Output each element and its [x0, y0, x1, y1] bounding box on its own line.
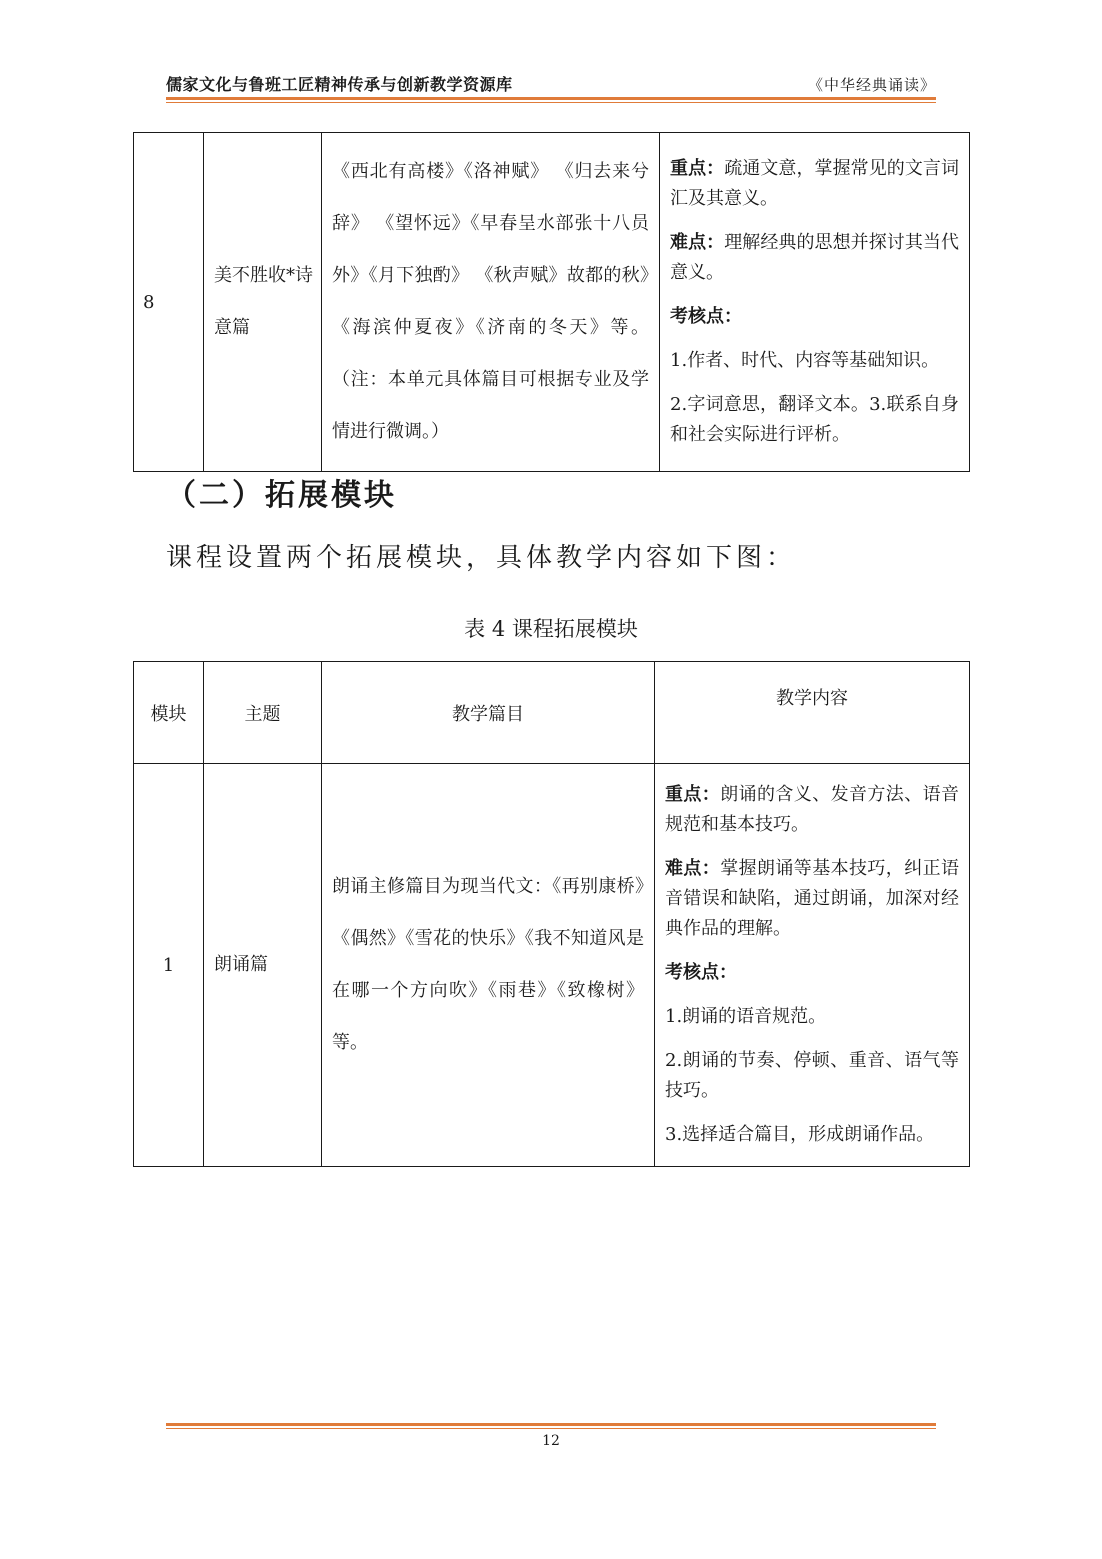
- assessment-label: 考核点：: [670, 306, 742, 327]
- assessment-item: 1.作者、时代、内容等基础知识。: [670, 350, 940, 371]
- module-number: 8: [134, 133, 204, 472]
- difficulty-point: [670, 228, 959, 288]
- header-title: 儒家文化与鲁班工匠精神传承与创新教学资源库: [166, 75, 513, 94]
- module-content: [660, 133, 970, 472]
- header-course-name: 《中华经典诵读》: [807, 76, 936, 94]
- module-content: [655, 764, 970, 1167]
- table-row: [134, 133, 970, 472]
- column-header: 主题: [204, 662, 322, 764]
- difficulty-text: 理解经典的思想并探讨其当代意义。: [670, 232, 960, 283]
- page-number: 12: [542, 1433, 560, 1449]
- table-row: [134, 764, 970, 1167]
- difficulty-point: [665, 854, 959, 944]
- table-header-row: [134, 662, 970, 764]
- assessment-item: 2.字词意思，翻译文本。3.联系自身和社会实际进行评析。: [670, 394, 959, 445]
- key-point: [665, 780, 959, 840]
- module-theme: 朗诵篇: [204, 764, 322, 1167]
- continued-module-table: [133, 132, 970, 472]
- assessment-item: 2.朗诵的节奏、停顿、重音、语气等技巧。: [665, 1050, 959, 1101]
- assessment-item: 1.朗诵的语音规范。: [665, 1006, 827, 1027]
- key-point-label: 重点：: [665, 784, 721, 805]
- key-point: [670, 154, 959, 214]
- column-header: 教学内容: [655, 662, 970, 764]
- extension-module-table: [133, 661, 970, 1167]
- module-works: 《西北有高楼》《洛神赋》 《归去来兮辞》 《望怀远》《早春呈水部张十八员外》《月下独酌》 《秋声赋》故都的秋》《海滨仲夏夜》《济南的冬天》等。 （注：本单元具体篇目可根据专业及学情进行微调。）: [322, 133, 660, 472]
- footer-rule-thick: [166, 1423, 936, 1426]
- difficulty-label: 难点：: [665, 858, 721, 879]
- column-header: 模块: [134, 662, 204, 764]
- section-heading: （二）拓展模块: [166, 478, 397, 513]
- key-point-label: 重点：: [670, 158, 725, 179]
- assessment-label: 考核点：: [665, 962, 737, 983]
- header-rule-thick: [166, 97, 936, 100]
- footer-rule-thin: [166, 1428, 936, 1429]
- table-caption: 表 4 课程拓展模块: [464, 617, 638, 641]
- assessment-item: 3.选择适合篇目，形成朗诵作品。: [665, 1124, 935, 1145]
- module-theme: 美不胜收*诗意篇: [204, 133, 322, 472]
- difficulty-text: 掌握朗诵等基本技巧，纠正语音错误和缺陷，通过朗诵，加深对经典作品的理解。: [665, 858, 960, 939]
- header-rule-thin: [166, 102, 936, 103]
- difficulty-label: 难点：: [670, 232, 725, 253]
- module-works: 朗诵主修篇目为现当代文：《再别康桥》《偶然》《雪花的快乐》《我不知道风是在哪一个方向吹》《雨巷》《致橡树》等。: [322, 764, 655, 1167]
- column-header: 教学篇目: [322, 662, 655, 764]
- section-intro: 课程设置两个拓展模块，具体教学内容如下图：: [166, 543, 797, 573]
- module-number: 1: [134, 764, 204, 1167]
- key-point-text: 朗诵的含义、发音方法、语音规范和基本技巧。: [665, 784, 960, 835]
- key-point-text: 疏通文意，掌握常见的文言词汇及其意义。: [670, 158, 960, 209]
